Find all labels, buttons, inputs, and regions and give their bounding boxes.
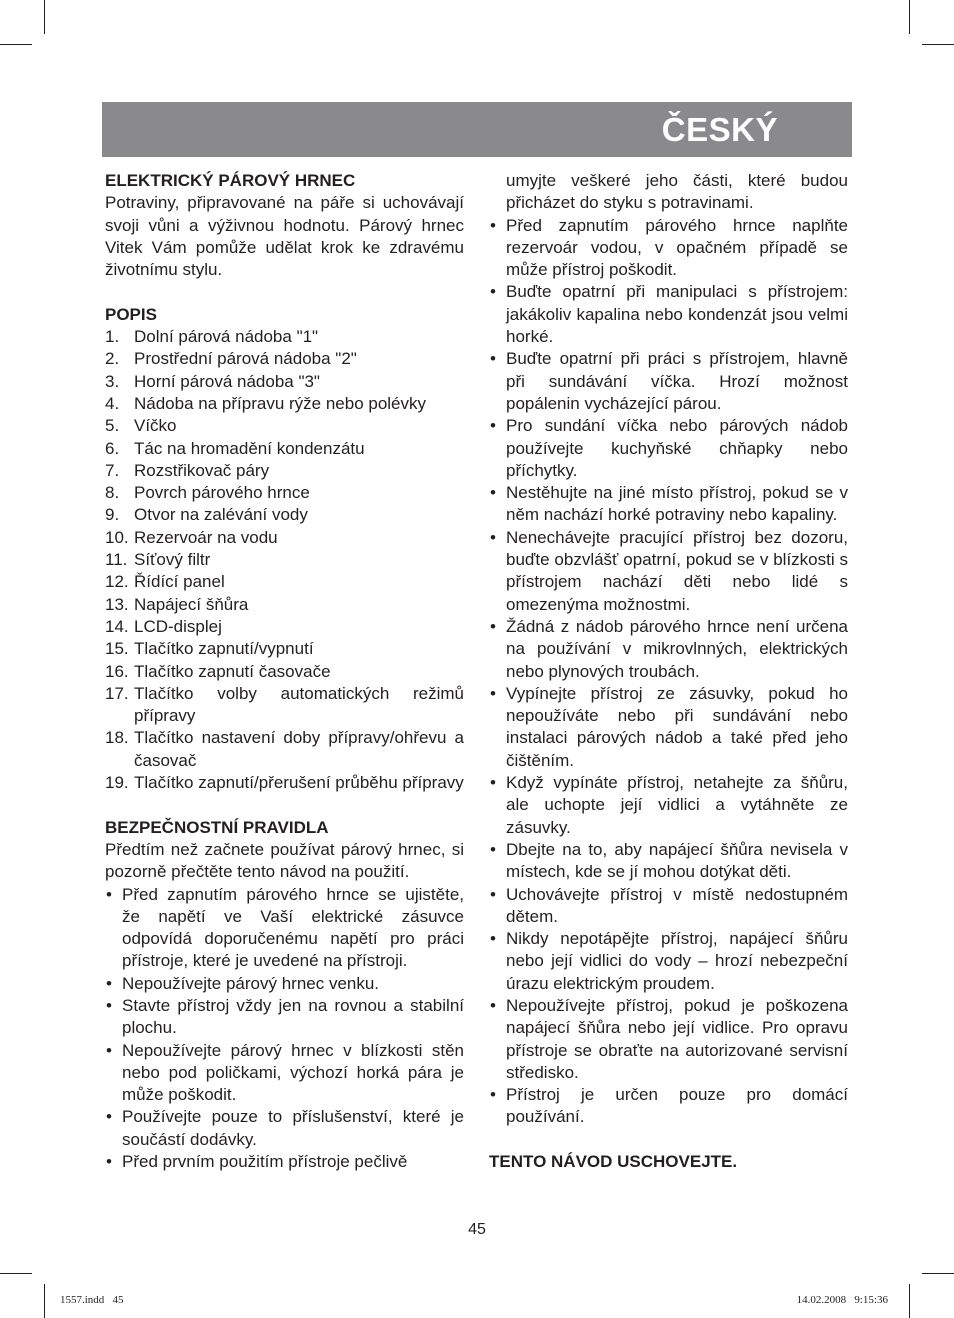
language-title: ČESKÝ <box>661 111 778 148</box>
list-item-text: LCD-displej <box>134 616 222 636</box>
list-item <box>105 772 464 794</box>
list-item-text: Napájecí šňůra <box>134 594 249 614</box>
bullet-marker: • <box>490 929 496 949</box>
list-item-text: Víčko <box>134 416 177 436</box>
bullet-text: Používejte pouze to příslušenství, které je součástí dodávky. <box>122 1107 464 1149</box>
closing-note: TENTO NÁVOD USCHOVEJTE. <box>489 1152 738 1172</box>
right-column <box>489 170 848 1173</box>
bullet-marker: • <box>106 1040 112 1060</box>
bullet-text: Nepoužívejte přístroj, pokud je poškozena napájecí šňůra nebo její vidlice. Pro opravu přístroje se obraťte na autorizované servisní středisko. <box>506 995 848 1082</box>
bullet-item <box>489 772 848 839</box>
bullet-item <box>105 884 464 973</box>
list-item-number: 4. <box>105 393 120 413</box>
list-item <box>105 683 464 728</box>
bullet-item <box>105 1151 464 1173</box>
list-item-number: 5. <box>105 416 120 436</box>
list-item-text: Dolní párová nádoba "1" <box>134 327 319 347</box>
list-item <box>105 549 464 571</box>
bullet-marker: • <box>490 1085 496 1105</box>
description-list <box>105 326 464 794</box>
list-item-text: Prostřední párová nádoba "2" <box>134 349 357 369</box>
list-item-number: 15. <box>105 639 129 659</box>
crop-mark <box>922 44 954 45</box>
list-item-text: Tlačítko zapnutí/přerušení průběhu přípravy <box>134 773 464 793</box>
bullet-text: Nenechávejte pracující přístroj bez dozoru, buďte obzvlášť opatrní, pokud se v blízkosti s přístrojem nachází děti nebo lidé s omezenýma možnostmi. <box>506 527 848 614</box>
bullet-item <box>489 1084 848 1129</box>
bullet-item <box>105 1106 464 1151</box>
list-item <box>105 371 464 393</box>
list-item-number: 10. <box>105 527 129 547</box>
list-item <box>105 415 464 437</box>
list-item-text: Rezervoár na vodu <box>134 527 278 547</box>
list-item-number: 13. <box>105 594 129 614</box>
list-item-text: Tlačítko nastavení doby přípravy/ohřevu a časovač <box>134 728 464 770</box>
bullet-item <box>105 995 464 1040</box>
list-item-text: Tlačítko zapnutí/vypnutí <box>134 639 314 659</box>
crop-mark <box>44 0 45 34</box>
list-item-number: 14. <box>105 616 129 636</box>
bullet-item <box>489 281 848 348</box>
list-item-number: 3. <box>105 371 120 391</box>
bullet-text: Uchovávejte přístroj v místě nedostupném dětem. <box>506 884 848 926</box>
safety-intro: Předtím než začnete používat párový hrnec, si pozorně přečtěte tento návod na použití. <box>105 839 464 882</box>
bullet-marker: • <box>106 1152 112 1172</box>
list-item <box>105 460 464 482</box>
bullet-marker: • <box>490 416 496 436</box>
bullet-marker: • <box>490 483 496 503</box>
bullet-marker: • <box>490 527 496 547</box>
bullet-item <box>489 884 848 929</box>
safety-list-left <box>105 884 464 1174</box>
bullet-item <box>489 348 848 415</box>
list-item-number: 9. <box>105 505 120 525</box>
bullet-marker: • <box>106 995 112 1015</box>
bullet-marker: • <box>490 884 496 904</box>
bullet-item <box>105 973 464 995</box>
bullet-text: Přístroj je určen pouze pro domácí používání. <box>506 1085 848 1127</box>
bullet-text: Když vypínáte přístroj, netahejte za šňůru, ale uchopte její vidlici a vytáhněte ze zásuvky. <box>506 773 848 837</box>
list-item <box>105 504 464 526</box>
list-item-text: Otvor na zalévání vody <box>134 505 308 525</box>
bullet-item <box>489 839 848 884</box>
bullet-text: Dbejte na to, aby napájecí šňůra nevisela v místech, kde se jí mohou dotýkat děti. <box>506 839 848 882</box>
crop-mark <box>909 1284 910 1318</box>
bullet-marker: • <box>106 884 112 904</box>
bullet-text: Před zapnutím párového hrnce se ujistěte, že napětí ve Vaší elektrické zásuvce odpovídá doporučenému napětí pro práci přístroje, které je uvedené na přístroji. <box>122 884 464 971</box>
list-item <box>105 482 464 504</box>
list-item-text: Povrch párového hrnce <box>134 483 310 503</box>
left-column <box>105 170 464 1173</box>
list-item-number: 16. <box>105 661 129 681</box>
bullet-item <box>105 1040 464 1107</box>
bullet-item <box>489 683 848 772</box>
list-item-number: 8. <box>105 483 120 503</box>
safety-heading: BEZPEČNOSTNÍ PRAVIDLA <box>105 817 329 837</box>
bullet-text: Nepoužívejte párový hrnec venku. <box>122 973 380 993</box>
bullet-item <box>489 215 848 282</box>
list-item-number: 18. <box>105 728 129 748</box>
intro-heading: ELEKTRICKÝ PÁROVÝ HRNEC <box>105 171 356 190</box>
list-item-text: Tlačítko zapnutí časovače <box>134 661 331 681</box>
list-item-number: 6. <box>105 438 120 458</box>
list-item-number: 2. <box>105 349 120 369</box>
list-item-text: Rozstřikovač páry <box>134 460 270 480</box>
bullet-text: Před zapnutím párového hrnce naplňte rezervoár vodou, v opačném případě se může přístroj poškodit. <box>506 215 848 280</box>
bullet-text: Pro sundání víčka nebo párových nádob používejte kuchyňské chňapky nebo příchytky. <box>506 416 848 480</box>
bullet-item <box>489 995 848 1084</box>
list-item-text: Nádoba na přípravu rýže nebo polévky <box>134 393 427 413</box>
bullet-marker: • <box>490 683 496 703</box>
list-item-text: Tlačítko volby automatických režimů přípravy <box>134 683 464 726</box>
bullet-item <box>489 482 848 527</box>
list-item <box>105 348 464 370</box>
file-slug: 1557.indd 45 <box>60 1294 124 1306</box>
bullet-text: Před prvním použitím přístroje pečlivě <box>122 1152 408 1172</box>
list-item <box>105 594 464 616</box>
list-item <box>105 571 464 593</box>
bullet-marker: • <box>106 973 112 993</box>
crop-mark <box>909 0 910 34</box>
page-number: 45 <box>468 1221 486 1238</box>
bullet-text: Vypínejte přístroj ze zásuvky, pokud ho nepoužíváte nebo při sundávání nebo instalaci párových nádob a také před jeho čištěním. <box>506 683 848 770</box>
list-item-number: 17. <box>105 683 129 703</box>
list-item <box>105 727 464 772</box>
list-item-text: Horní párová nádoba "3" <box>134 371 320 391</box>
continuation-text: umyjte veškeré jeho části, které budou přicházet do styku s potravinami. <box>506 171 848 213</box>
bullet-item <box>489 616 848 683</box>
list-item <box>105 616 464 638</box>
crop-mark <box>0 1273 32 1274</box>
list-item <box>105 393 464 415</box>
list-item-text: Tác na hromadění kondenzátu <box>134 438 365 458</box>
bullet-text: Nepoužívejte párový hrnec v blízkosti stěn nebo pod poličkami, výchozí horká pára je může poškodit. <box>122 1040 464 1105</box>
bullet-text: Stavte přístroj vždy jen na rovnou a stabilní plochu. <box>122 995 464 1038</box>
bullet-marker: • <box>490 616 496 636</box>
crop-mark <box>44 1284 45 1318</box>
bullet-marker: • <box>490 215 496 235</box>
intro-paragraph: Potraviny, připravované na páře si uchovávají svoji vůni a výživnou hodnotu. Párový hrnec Vitek Vám pomůže udělat krok ke zdravému životnímu stylu. <box>105 193 464 280</box>
list-item-number: 11. <box>105 550 128 570</box>
bullet-item <box>489 527 848 616</box>
bullet-marker: • <box>490 773 496 793</box>
crop-mark <box>0 44 32 45</box>
description-heading: POPIS <box>105 304 157 324</box>
crop-mark <box>922 1273 954 1274</box>
bullet-marker: • <box>490 839 496 859</box>
print-timestamp: 14.02.2008 9:15:36 <box>796 1294 888 1306</box>
bullet-marker: • <box>490 282 496 302</box>
bullet-marker: • <box>490 349 496 369</box>
bullet-marker: • <box>490 995 496 1015</box>
language-header-bar <box>102 102 852 157</box>
bullet-item <box>489 928 848 995</box>
list-item <box>105 438 464 460</box>
list-item-number: 12. <box>105 572 129 592</box>
list-item-number: 1. <box>105 327 120 347</box>
bullet-text: Buďte opatrní při manipulaci s přístrojem: jakákoliv kapalina nebo kondenzát jsou velmi horké. <box>506 282 848 347</box>
bullet-text: Buďte opatrní při práci s přístrojem, hlavně při sundávání víčka. Hrozí možnost popálenin vycházející párou. <box>506 349 848 413</box>
list-item <box>105 527 464 549</box>
list-item <box>105 661 464 683</box>
bullet-text: Nestěhujte na jiné místo přístroj, pokud se v něm nachází horké potraviny nebo kapaliny. <box>506 483 848 525</box>
bullet-text: Nikdy nepotápějte přístroj, napájecí šňůru nebo její vidlici do vody – hrozí nebezpeční úrazu elektrickým proudem. <box>506 929 848 993</box>
bullet-text: Žádná z nádob párového hrnce není určena na používání v mikrovlnných, elektrických nebo plynových troubách. <box>506 616 848 681</box>
bullet-marker: • <box>106 1107 112 1127</box>
list-item-text: Síťový filtr <box>134 550 211 570</box>
safety-list-right <box>489 215 848 1129</box>
list-item-text: Řídící panel <box>134 572 225 592</box>
list-item-number: 19. <box>105 773 129 793</box>
bullet-item <box>489 415 848 482</box>
list-item-number: 7. <box>105 460 120 480</box>
list-item <box>105 326 464 348</box>
list-item <box>105 638 464 660</box>
